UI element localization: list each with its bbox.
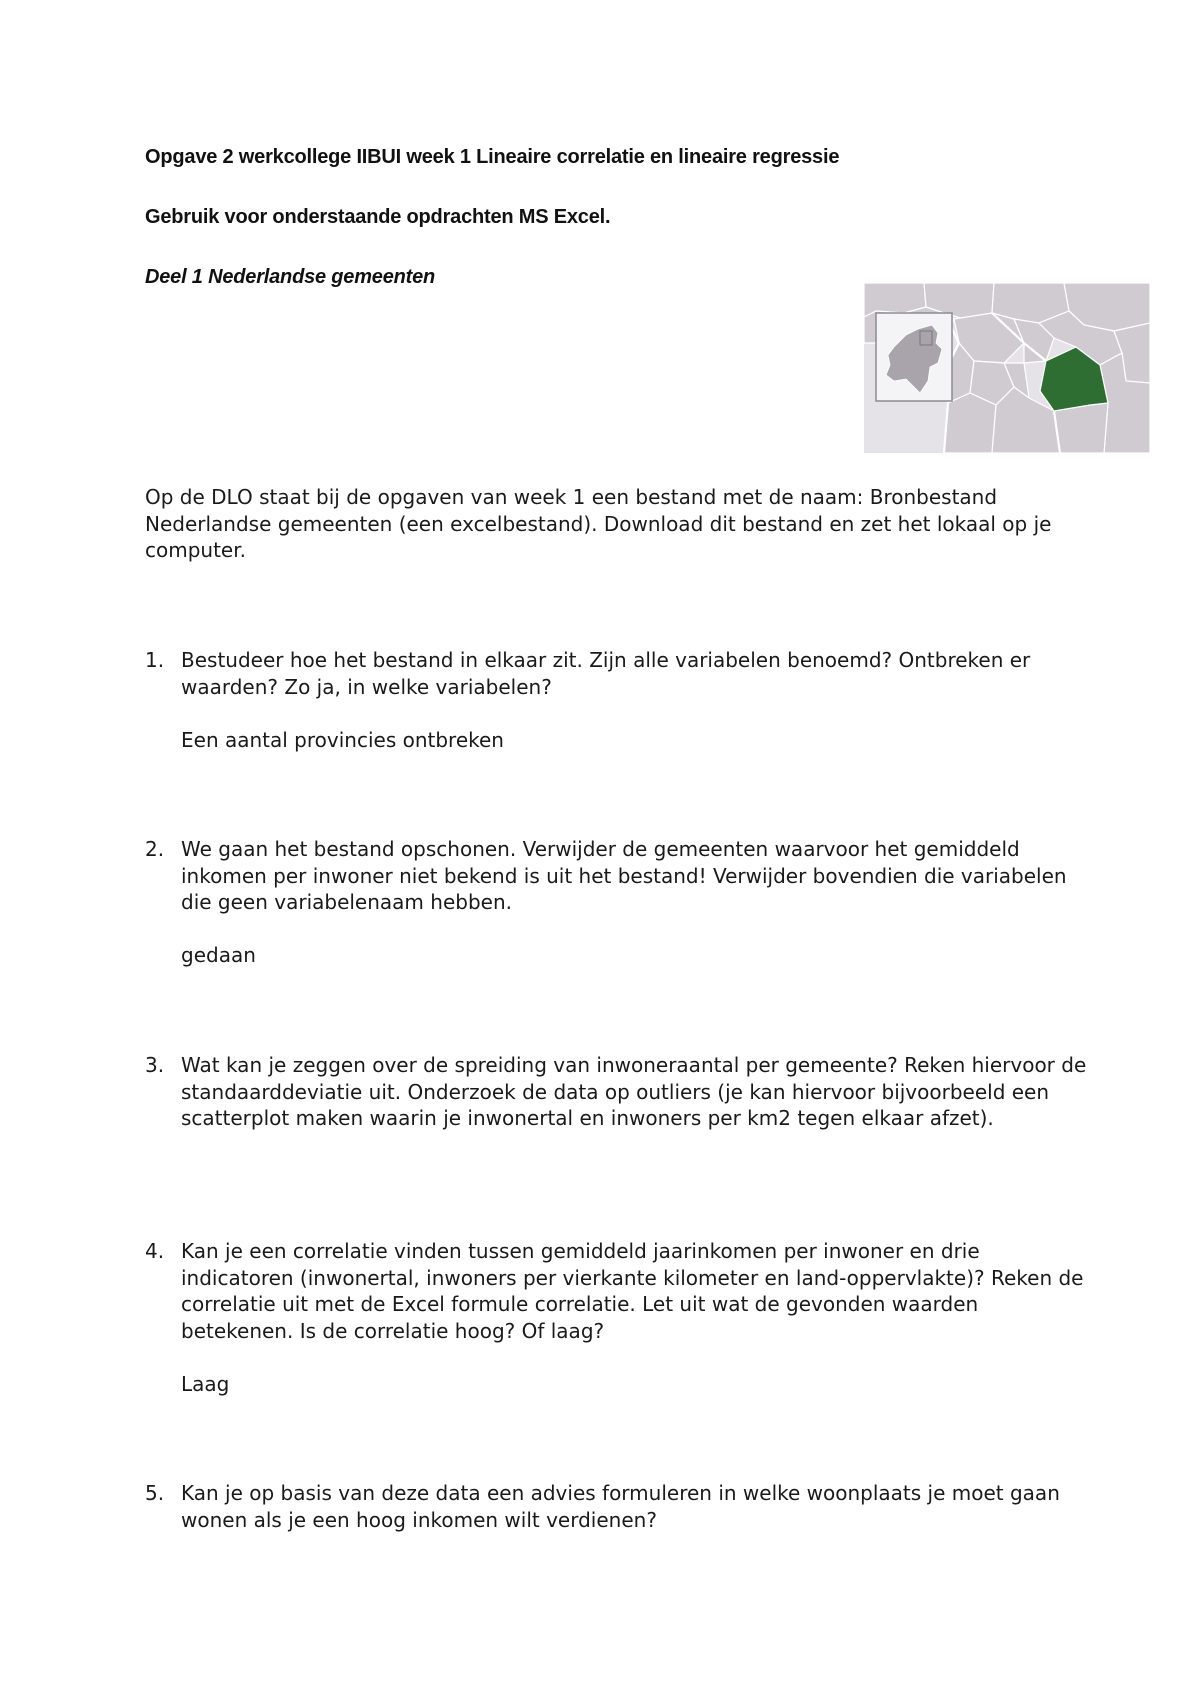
municipality-location-map — [864, 283, 1150, 453]
question-number: 2. — [145, 837, 165, 861]
question-text: Kan je een correlatie vinden tussen gemiddeld jaarinkomen per inwoner en drie indicatoren (inwonertal, inwoners per vierkante kilometer en land-oppervlakte)? Reken de correlatie uit met de Excel formule correlatie. Let uit wat de gevonden waarden betekenen. Is de correlatie hoog? Of laag? — [181, 1239, 1084, 1343]
question-answer: Laag — [181, 1371, 230, 1396]
question-number: 4. — [145, 1239, 165, 1263]
document-title: Opgave 2 werkcollege IIBUI week 1 Lineaire correlatie en lineaire regressie — [145, 146, 840, 168]
question-item — [145, 1238, 1095, 1397]
question-answer: gedaan — [181, 943, 256, 967]
question-item — [145, 1052, 1095, 1132]
question-text: Wat kan je zeggen over de spreiding van inwoneraantal per gemeente? Reken hiervoor de standaarddeviatie uit. Onderzoek de data op outliers (je kan hiervoor bijvoorbeeld een scatterplot maken waarin je inwonertal en inwoners per km2 tegen elkaar afzet). — [181, 1053, 1087, 1130]
question-item — [145, 647, 1095, 753]
question-item — [145, 836, 1095, 969]
question-text: We gaan het bestand opschonen. Verwijder de gemeenten waarvoor het gemiddeld inkomen per inwoner niet bekend is uit het bestand! Verwijder bovendien die variabelen die geen variabelenaam hebben. — [181, 837, 1067, 914]
question-number: 5. — [145, 1481, 165, 1505]
intro-paragraph: Op de DLO staat bij de opgaven van week 1 een bestand met de naam: Bronbestand Nederlandse gemeenten (een excelbestand). Download dit bestand en zet het lokaal op je computer. — [145, 485, 1052, 562]
question-number: 1. — [145, 648, 165, 672]
question-text: Kan je op basis van deze data een advies formuleren in welke woonplaats je moet gaan wonen als je een hoog inkomen wilt verdienen? — [181, 1481, 1060, 1532]
netherlands-inset-map — [876, 313, 952, 401]
question-number: 3. — [145, 1053, 165, 1077]
question-answer: Een aantal provincies ontbreken — [181, 727, 504, 752]
question-item — [145, 1480, 1095, 1533]
question-text: Bestudeer hoe het bestand in elkaar zit. Zijn alle variabelen benoemd? Ontbreken er waarden? Zo ja, in welke variabelen? — [181, 648, 1031, 699]
instruction-line: Gebruik voor onderstaande opdrachten MS Excel. — [145, 206, 611, 228]
section-heading: Deel 1 Nederlandse gemeenten — [145, 266, 436, 288]
